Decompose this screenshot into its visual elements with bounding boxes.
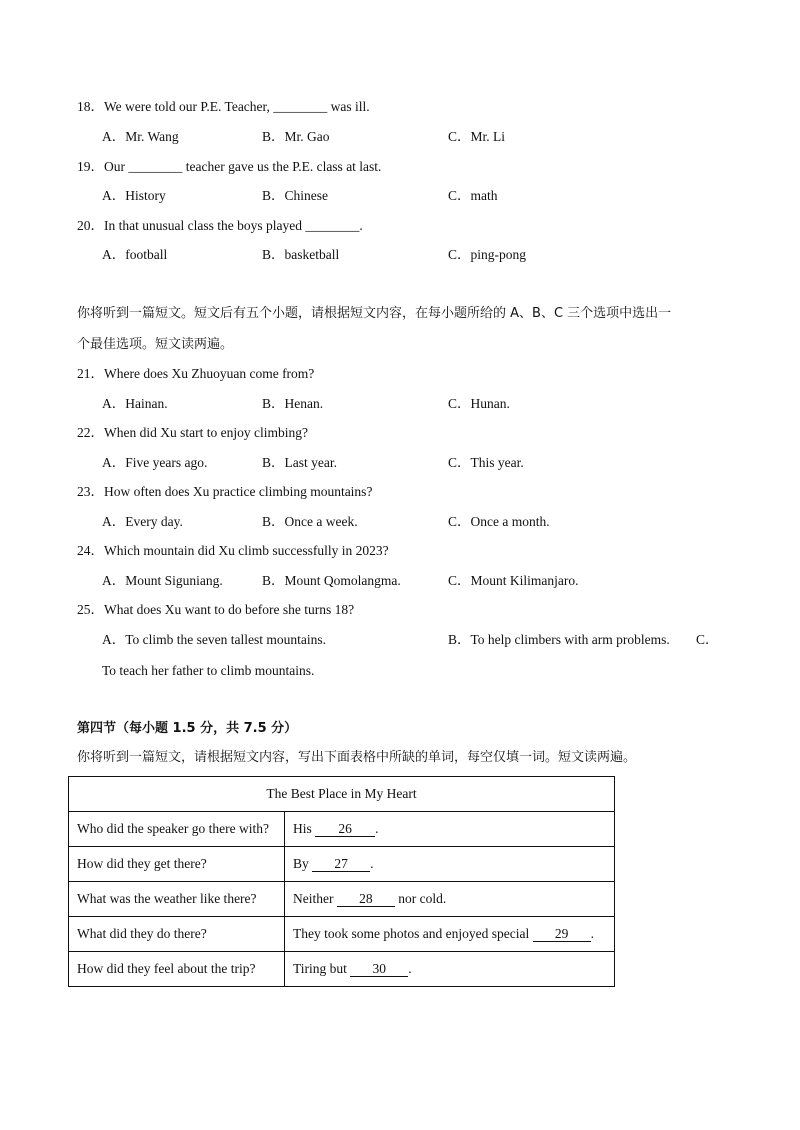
blank-28[interactable]: 28 [337, 891, 395, 907]
table-question: Who did the speaker go there with? [69, 812, 285, 847]
answer-suffix: . [370, 856, 374, 871]
q23-option-c: C．Once a month. [448, 514, 550, 529]
answer-suffix: . [590, 926, 594, 941]
question-18-stem: 18．We were told our P.E. Teacher, ________ was ill. [77, 99, 370, 114]
answer-suffix: . [375, 821, 379, 836]
table-row [69, 882, 615, 917]
q21-option-a: A．Hainan. [102, 396, 168, 411]
q22-option-c: C．This year. [448, 455, 524, 470]
blank-29[interactable]: 29 [533, 926, 591, 942]
table-row [69, 812, 615, 847]
table-question: What did they do there? [69, 917, 285, 952]
answer-table [68, 776, 615, 987]
answer-prefix: His [293, 821, 312, 836]
section-4-instruction: 你将听到一篇短文，请根据短文内容，写出下面表格中所缺的单词，每空仅填一词。短文读两遍。 [77, 750, 637, 765]
section-4-heading: 第四节（每小题 1.5 分，共 7.5 分） [77, 721, 298, 736]
answer-suffix: nor cold. [398, 891, 447, 906]
q25-option-c-label: C． [696, 632, 719, 647]
q20-option-c: C．ping-pong [448, 247, 527, 262]
table-title-row [69, 777, 615, 812]
table-question: What was the weather like there? [69, 882, 285, 917]
table-title: The Best Place in My Heart [69, 777, 615, 812]
table-question: How did they get there? [69, 847, 285, 882]
question-25-stem: 25．What does Xu want to do before she turns 18? [77, 602, 355, 617]
q20-option-b: B．basketball [262, 247, 340, 262]
blank-27[interactable]: 27 [312, 856, 370, 872]
question-24-stem: 24．Which mountain did Xu climb successfully in 2023? [77, 543, 389, 558]
instruction-line-1: 你将听到一篇短文。短文后有五个小题，请根据短文内容，在每小题所给的 A、B、C 三个选项中选出一 [77, 306, 672, 321]
table-answer-cell [285, 847, 615, 882]
answer-suffix: . [408, 961, 412, 976]
q18-option-a: A．Mr. Wang [102, 129, 179, 144]
table-answer-cell [285, 812, 615, 847]
table-answer-cell [285, 917, 615, 952]
question-19-stem: 19．Our ________ teacher gave us the P.E. class at last. [77, 159, 382, 174]
question-22-stem: 22．When did Xu start to enjoy climbing? [77, 425, 308, 440]
q20-option-a: A．football [102, 247, 168, 262]
q22-option-a: A．Five years ago. [102, 455, 208, 470]
table-question: How did they feel about the trip? [69, 952, 285, 987]
q25-option-c-text: To teach her father to climb mountains. [102, 663, 315, 678]
q24-option-a: A．Mount Siguniang. [102, 573, 223, 588]
q21-option-c: C．Hunan. [448, 396, 510, 411]
q18-option-c: C．Mr. Li [448, 129, 506, 144]
answer-prefix: They took some photos and enjoyed special [293, 926, 530, 941]
question-21-stem: 21．Where does Xu Zhuoyuan come from? [77, 366, 315, 381]
q19-option-c: C．math [448, 188, 498, 203]
q19-option-b: B．Chinese [262, 188, 328, 203]
q19-option-a: A．History [102, 188, 166, 203]
answer-prefix: Neither [293, 891, 334, 906]
table-row [69, 917, 615, 952]
q22-option-b: B．Last year. [262, 455, 337, 470]
blank-30[interactable]: 30 [350, 961, 408, 977]
q21-option-b: B．Henan. [262, 396, 324, 411]
q24-option-b: B．Mount Qomolangma. [262, 573, 401, 588]
q23-option-b: B．Once a week. [262, 514, 358, 529]
table-answer-cell [285, 952, 615, 987]
instruction-line-2: 个最佳选项。短文读两遍。 [77, 337, 234, 352]
blank-26[interactable]: 26 [315, 821, 375, 837]
question-23-stem: 23．How often does Xu practice climbing mountains? [77, 484, 373, 499]
q23-option-a: A．Every day. [102, 514, 183, 529]
answer-prefix: By [293, 856, 309, 871]
table-row [69, 847, 615, 882]
answer-prefix: Tiring but [293, 961, 347, 976]
q25-option-b: B．To help climbers with arm problems. [448, 632, 670, 647]
q18-option-b: B．Mr. Gao [262, 129, 330, 144]
q24-option-c: C．Mount Kilimanjaro. [448, 573, 579, 588]
question-20-stem: 20．In that unusual class the boys played ________. [77, 218, 363, 233]
table-answer-cell [285, 882, 615, 917]
table-row [69, 952, 615, 987]
q25-option-a: A．To climb the seven tallest mountains. [102, 632, 327, 647]
